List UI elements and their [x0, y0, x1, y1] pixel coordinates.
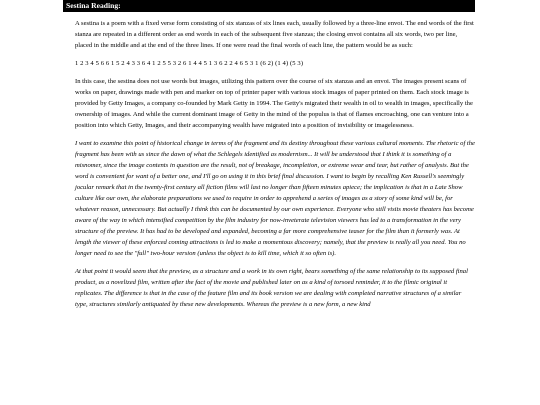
end-word-pattern: 1 2 3 4 5 6 6 1 5 2 4 3 3 6 4 1 2 5 5 3 2 6 1 4 4 5 1 3 6 2 2 4 6 5 3 1 (6 2) (1 4) (5 3)	[75, 60, 304, 67]
page-title: Sestina Reading:	[63, 0, 475, 12]
description-paragraph: In this case, the sestina does not use words but images, utilizing this pattern over the course of six stanzas and an envoi. The images present scans of works on paper, drawings made with pen and marker on top of printer paper with various stock images of paper printed on them. Each stock image is provided by Getty Images, a company co-founded by Mark Getty in 1994. The Getty's migrated their wealth in oil to wealth in images, specifically the ownership of images. And while the current dominant image of Getty in the mind of the populus is that of flames encroaching, one can venture into a position into which Getty, Images, and their accompanying wealth have migrated into a position of invisibility or imagelessness.	[75, 78, 473, 129]
intro-paragraph: A sestina is a poem with a fixed verse form consisting of six stanzas of six lines each, usually followed by a three-line envoi. The end words of the first stanza are repeated in a different order as end words in each of the subsequent five stanzas; the closing envoi contains all six words, two per line, placed in the middle and at the end of the three lines. If one were read the final words of each line, the pattern would be as such:	[75, 20, 474, 49]
quote-paragraph-1: I want to examine this point of historical change in terms of the fragment and its destiny throughout these various cultural moments. The rhetoric of the fragment has been with us since the dawn of what the Schlegels identified as modernism... It will be understood that I think it is something of a misnomer, since the image contents in question are the result, not of breakage, incompletion, or extreme wear and tear, but rather of analysis. But the word is convenient for want of a better one, and I'll go on using it in this brief final discussion. I want to begin by recalling Ken Russell's seemingly jocular remark that in the twenty-first century all fiction films will last no longer than fifteen minutes apiece; the implication is that in a Late Show culture like our own, the elaborate preparations we used to require in order to apprehend a series of images as a story of some kind will be, for whatever reason, unnecessary. But actually I think this can be documented by our own experience. Everyone who still visits movie theaters has become aware of the way in which intensified competition by the film industry for now-inveterate television viewers has led to a transformation in the very structure of the preview. It has had to be developed and expanded, becoming a far more comprehensive teaser for the film than it formerly was. At length the viewer of these enforced coming attractions is led to make a momentous discovery; namely, that the preview is really all you need. You no longer need to see the "full" two-hour version (unless the object is to kill time, which it so often is).	[75, 140, 475, 257]
document-body	[75, 18, 475, 317]
quote-paragraph-2: At that point it would seem that the preview, as a structure and a work in its own right, bears something of the same relationship to its supposed final product, as a novelized film, written after the fact of the movie and published later on as a kind of torsoed reminder, it to the filmic original it replicates. The difference is that in the case of the feature film and its book version we are dealing with completed narrative structures of a similar type, structures similarly antiquated by these new developments. Whereas the preview is a new form, a new kind	[75, 268, 468, 308]
